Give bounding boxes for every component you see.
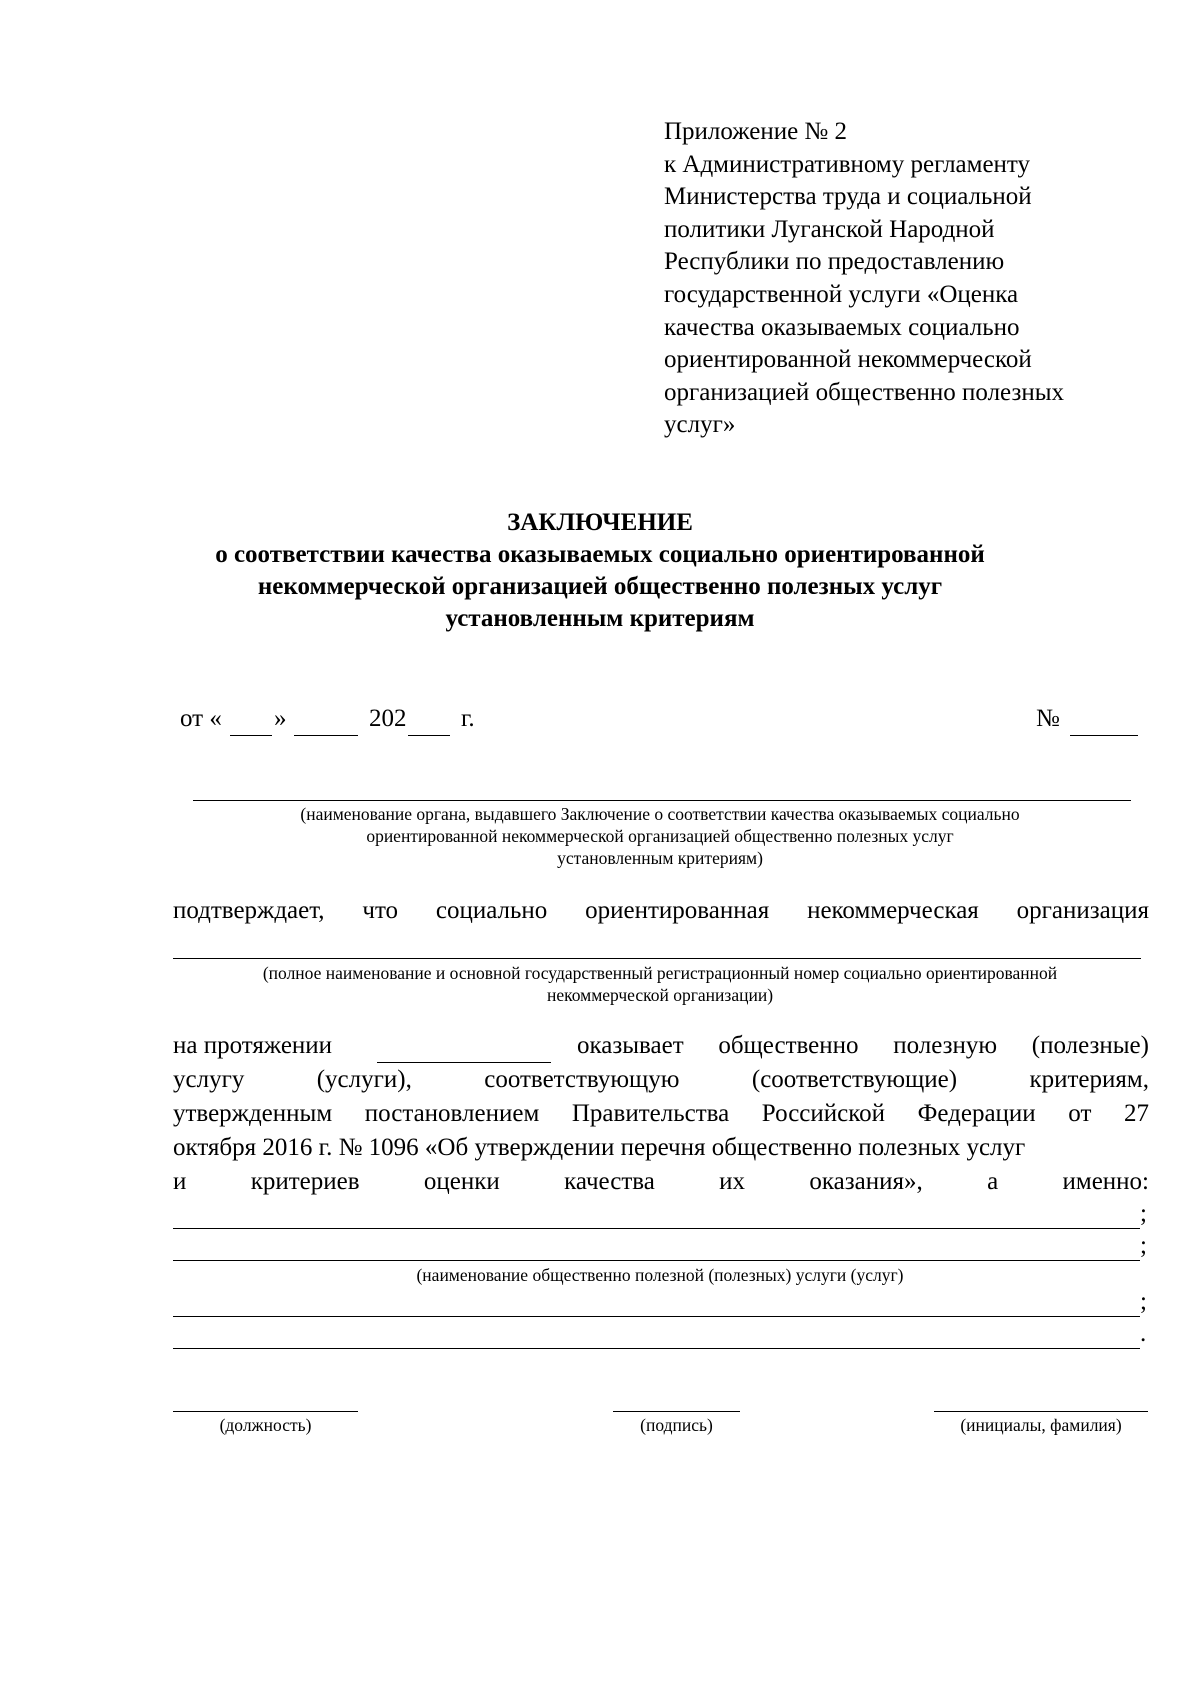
word: 27 [1123,1100,1149,1127]
word: услугу [173,1066,245,1093]
word: подтверждает, [173,897,325,924]
word: полезную [893,1032,998,1059]
appendix-line: Республики по предоставлению [664,248,1005,276]
word: а [987,1168,999,1195]
word: общественно [718,1032,859,1059]
name-line [934,1411,1148,1412]
signature-caption: (подпись) [640,1415,713,1435]
title-heading: ЗАКЛЮЧЕНИЕ [507,509,693,536]
service-punct: ; [1140,1232,1147,1259]
service-caption: (наименование общественно полезной (полезных) услуги (услуг) [416,1265,904,1285]
paragraph-line-4: октября 2016 г. № 1096 «Об утверждении перечня общественно полезных услуг [173,1134,1026,1161]
year-prefix: 202 [369,705,407,732]
period-blank [377,1062,551,1063]
issuer-caption [160,803,1160,869]
title-subtitle-line: установленным критериям [445,605,755,632]
position-line [173,1411,358,1412]
word: и [173,1168,187,1195]
signature-line [613,1411,740,1412]
caption-line: (наименование органа, выдавшего Заключение о соответствии качества оказываемых социально [300,804,1020,824]
caption-line: ориентированной некоммерческой организацией общественно полезных услуг [366,826,954,846]
year-suffix: г. [461,705,475,732]
paragraph-line-2 [173,1066,1149,1094]
word: критериев [250,1168,360,1195]
appendix-line: качества оказываемых социально [664,313,1020,341]
service-line [173,1348,1140,1349]
confirms-text [173,897,1149,925]
service-line [173,1316,1140,1317]
paragraph-line-1 [173,1032,1149,1066]
number-sign: № [1036,705,1060,732]
word: утвержденным [173,1100,333,1127]
appendix-line: к Административному регламенту [664,150,1031,178]
caption-line: (полное наименование и основной государственный регистрационный номер социально ориентированной [262,963,1058,983]
word: (услуги), [316,1066,412,1093]
issuer-name-line [193,800,1131,801]
word: (соответствующие) [751,1066,958,1093]
word: именно: [1062,1168,1149,1195]
word: Российской [761,1100,886,1127]
appendix-line: политики Луганской Народной [664,215,995,243]
word: (полезные) [1031,1032,1149,1059]
paragraph-line-3 [173,1100,1149,1128]
service-line [173,1260,1140,1261]
appendix-line: услуг» [664,411,736,439]
word: социально [435,897,548,924]
day-blank [230,735,272,736]
title-subtitle-line: о соответствии качества оказываемых социально ориентированной [215,541,985,568]
word: их [719,1168,746,1195]
appendix-note [664,116,1144,442]
word: что [362,897,399,924]
name-caption: (инициалы, фамилия) [960,1415,1122,1435]
month-blank [294,735,358,736]
line-words [577,1032,1149,1060]
word: критериям, [1029,1066,1149,1093]
word: оценки [423,1168,500,1195]
org-name-line [173,958,1141,959]
date-close-quote: » [274,705,287,732]
position-caption: (должность) [219,1415,312,1435]
service-line [173,1228,1140,1229]
appendix-line: государственной услуги «Оценка [664,280,1019,308]
paragraph-line-5 [173,1168,1149,1196]
date-from-label: от « [180,705,222,732]
appendix-line: Министерства труда и социальной [664,183,1032,211]
appendix-line: организацией общественно полезных [664,378,1065,406]
word: соответствующую [484,1066,680,1093]
service-punct: ; [1140,1288,1147,1315]
word: оказания», [809,1168,923,1195]
word: на протяжении [173,1032,333,1059]
org-caption [160,962,1160,1006]
word: от [1068,1100,1092,1127]
word: Правительства [571,1100,730,1127]
word: Федерации [917,1100,1036,1127]
caption-line: некоммерческой организации) [546,985,774,1005]
title-subtitle-line: некоммерческой организацией общественно полезных услуг [257,573,943,600]
appendix-line: ориентированной некоммерческой [664,346,1032,374]
word: постановлением [364,1100,540,1127]
service-punct: ; [1140,1200,1147,1227]
document-title [150,507,1050,635]
word: ориентированная [585,897,770,924]
appendix-line: Приложение № 2 [664,118,848,145]
service-punct: . [1140,1320,1147,1347]
number-blank [1070,735,1138,736]
word: некоммерческая [807,897,979,924]
year-blank [408,735,450,736]
word: оказывает [577,1032,684,1059]
caption-line: установленным критериям) [557,848,763,868]
date-row [180,705,1140,739]
word: организация [1016,897,1149,924]
word: качества [564,1168,655,1195]
